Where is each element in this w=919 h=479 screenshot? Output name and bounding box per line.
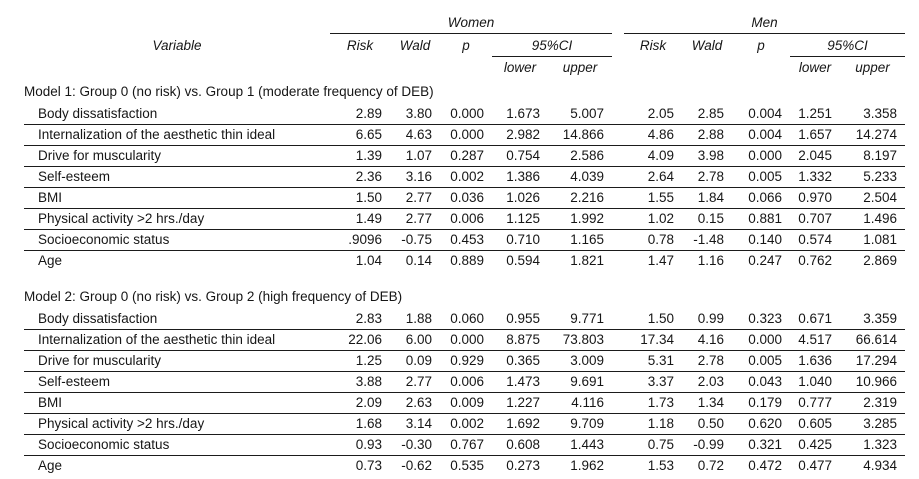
men-p-cell: 0.004 xyxy=(732,124,790,145)
women-p-cell: 0.000 xyxy=(440,329,492,350)
men-ci-lower-cell: 0.762 xyxy=(798,253,832,269)
women-risk-cell: 3.88 xyxy=(330,371,390,392)
men-wald-cell: 3.98 xyxy=(682,145,732,166)
women-ci-lower-cell: 0.608 xyxy=(492,434,548,455)
women-p-cell: 0.889 xyxy=(450,253,484,269)
variable-name-cell: Physical activity >2 hrs./day xyxy=(24,413,330,434)
men-risk-cell: 3.37 xyxy=(624,371,682,392)
men-risk-cell: 1.73 xyxy=(624,392,682,413)
women-p-cell: 0.006 xyxy=(440,371,492,392)
women-ci-lower-cell: 0.594 xyxy=(506,253,540,269)
men-p-cell: 0.000 xyxy=(732,329,790,350)
table-row xyxy=(24,166,905,187)
men-ci-upper-cell: 3.285 xyxy=(840,413,905,434)
table-row xyxy=(24,145,905,166)
variable-name-cell: Self-esteem xyxy=(24,371,330,392)
women-wald-cell: -0.62 xyxy=(401,458,432,474)
women-wald-cell: 2.77 xyxy=(390,208,440,229)
table-row xyxy=(24,229,905,250)
women-ci-upper-cell: 2.216 xyxy=(548,187,612,208)
men-p-cell: 0.247 xyxy=(748,253,782,269)
men-p-cell: 0.004 xyxy=(732,103,790,124)
men-risk-cell: 0.75 xyxy=(624,434,682,455)
women-ci-lower-cell: 1.125 xyxy=(492,208,548,229)
women-risk-cell: 2.36 xyxy=(330,166,390,187)
men-risk-cell: 1.02 xyxy=(624,208,682,229)
women-p-cell: 0.929 xyxy=(440,350,492,371)
men-ci-lower-cell: 1.332 xyxy=(790,166,840,187)
table-row xyxy=(24,208,905,229)
men-wald-cell: 0.99 xyxy=(682,308,732,329)
women-wald-cell: -0.30 xyxy=(390,434,440,455)
men-ci-lower-cell: 1.636 xyxy=(790,350,840,371)
men-p-cell: 0.005 xyxy=(732,166,790,187)
men-p-cell: 0.066 xyxy=(732,187,790,208)
men-wald-cell: -0.99 xyxy=(682,434,732,455)
men-risk-cell: 1.50 xyxy=(624,308,682,329)
men-risk-cell: 1.18 xyxy=(624,413,682,434)
men-ci-lower-cell: 0.707 xyxy=(790,208,840,229)
variable-name-cell: BMI xyxy=(24,187,330,208)
women-ci-lower-cell: 0.754 xyxy=(492,145,548,166)
men-ci-lower-cell: 0.777 xyxy=(790,392,840,413)
group-gap xyxy=(612,434,624,455)
women-ci-upper-cell: 1.443 xyxy=(548,434,612,455)
women-risk-cell: 1.25 xyxy=(330,350,390,371)
women-ci-lower-header: lower xyxy=(503,59,537,75)
group-gap xyxy=(612,145,624,166)
women-ci-lower-cell: 0.710 xyxy=(492,229,548,250)
model-1-heading xyxy=(24,77,905,103)
group-gap xyxy=(612,187,624,208)
women-p-cell: 0.287 xyxy=(440,145,492,166)
women-ci-upper-cell: 2.586 xyxy=(548,145,612,166)
men-ci-lower-cell: 1.657 xyxy=(790,124,840,145)
women-ci-upper-cell: 1.165 xyxy=(548,229,612,250)
column-header-row xyxy=(24,34,905,57)
group-gap xyxy=(612,413,624,434)
men-ci-upper-cell: 5.233 xyxy=(840,166,905,187)
table-row xyxy=(24,392,905,413)
group-gap xyxy=(612,350,624,371)
ci-subheader-row xyxy=(24,57,905,78)
table-row xyxy=(24,350,905,371)
men-ci-upper-header: upper xyxy=(855,59,890,75)
women-ci-lower-cell: 1.473 xyxy=(492,371,548,392)
table-row xyxy=(24,455,905,476)
women-ci-upper-cell: 1.992 xyxy=(548,208,612,229)
table-row xyxy=(24,308,905,329)
men-ci-upper-cell: 8.197 xyxy=(840,145,905,166)
women-wald-cell: 3.14 xyxy=(390,413,440,434)
variable-name-cell: Age xyxy=(38,253,63,269)
men-wald-cell: 0.50 xyxy=(682,413,732,434)
men-wald-cell: -1.48 xyxy=(682,229,732,250)
women-ci-upper-cell: 73.803 xyxy=(548,329,612,350)
model-2-title: Model 2: Group 0 (no risk) vs. Group 2 (high frequency of DEB) xyxy=(24,289,403,304)
men-wald-cell: 2.03 xyxy=(682,371,732,392)
men-wald-cell: 2.85 xyxy=(682,103,732,124)
women-p-cell: 0.535 xyxy=(450,458,484,474)
women-ci-upper-header: upper xyxy=(562,59,598,75)
table-row xyxy=(24,250,905,271)
men-group-header: Men xyxy=(624,6,905,34)
women-wald-cell: 2.77 xyxy=(390,187,440,208)
men-ci-lower-cell: 1.251 xyxy=(790,103,840,124)
women-risk-cell: 0.73 xyxy=(355,458,382,474)
results-table xyxy=(24,6,905,476)
women-ci-lower-cell: 8.875 xyxy=(492,329,548,350)
men-p-cell: 0.043 xyxy=(732,371,790,392)
men-ci-upper-cell: 66.614 xyxy=(840,329,905,350)
women-ci-upper-cell: 4.116 xyxy=(548,392,612,413)
men-risk-cell: 1.47 xyxy=(647,253,674,269)
women-p-cell: 0.036 xyxy=(440,187,492,208)
women-ci-lower-cell: 0.273 xyxy=(506,458,540,474)
variable-header-spacer xyxy=(24,6,330,34)
men-wald-cell: 0.72 xyxy=(697,458,724,474)
group-gap xyxy=(612,455,624,476)
women-wald-cell: 2.63 xyxy=(390,392,440,413)
group-gap xyxy=(612,392,624,413)
men-wald-cell: 2.88 xyxy=(682,124,732,145)
group-gap xyxy=(612,57,624,78)
women-ci-upper-cell: 5.007 xyxy=(548,103,612,124)
men-ci-header: 95%CI xyxy=(790,34,905,57)
women-wald-header: Wald xyxy=(399,37,431,53)
model-2-body xyxy=(24,271,905,476)
men-p-cell: 0.179 xyxy=(732,392,790,413)
women-ci-lower-cell: 1.227 xyxy=(492,392,548,413)
group-gap xyxy=(612,166,624,187)
women-risk-cell: 6.65 xyxy=(330,124,390,145)
table-row xyxy=(24,103,905,124)
men-ci-upper-cell: 3.359 xyxy=(840,308,905,329)
women-wald-cell: 0.14 xyxy=(405,253,432,269)
men-ci-upper-cell: 2.319 xyxy=(840,392,905,413)
men-risk-cell: 17.34 xyxy=(624,329,682,350)
women-p-cell: 0.002 xyxy=(440,166,492,187)
variable-name-cell: BMI xyxy=(24,392,330,413)
women-wald-cell: 2.77 xyxy=(390,371,440,392)
men-ci-lower-cell: 4.517 xyxy=(790,329,840,350)
women-ci-upper-cell: 3.009 xyxy=(548,350,612,371)
men-ci-lower-cell: 0.477 xyxy=(798,458,832,474)
group-gap xyxy=(612,308,624,329)
women-wald-cell: 3.16 xyxy=(390,166,440,187)
men-wald-cell: 1.84 xyxy=(682,187,732,208)
group-gap xyxy=(612,229,624,250)
women-risk-cell: 1.68 xyxy=(330,413,390,434)
men-ci-upper-cell: 17.294 xyxy=(840,350,905,371)
men-risk-cell: 4.86 xyxy=(624,124,682,145)
women-p-cell: 0.006 xyxy=(440,208,492,229)
variable-name-cell: Body dissatisfaction xyxy=(24,103,330,124)
table-row xyxy=(24,413,905,434)
women-ci-upper-cell: 1.821 xyxy=(570,253,604,269)
men-ci-lower-cell: 2.045 xyxy=(790,145,840,166)
group-gap xyxy=(612,208,624,229)
women-p-cell: 0.009 xyxy=(440,392,492,413)
men-risk-cell: 0.78 xyxy=(624,229,682,250)
model-1-body xyxy=(24,77,905,271)
variable-name-cell: Body dissatisfaction xyxy=(24,308,330,329)
women-ci-upper-cell: 9.691 xyxy=(548,371,612,392)
men-p-cell: 0.321 xyxy=(732,434,790,455)
variable-name-cell: Socioeconomic status xyxy=(24,229,330,250)
table-row xyxy=(24,187,905,208)
men-wald-cell: 2.78 xyxy=(682,166,732,187)
women-ci-lower-cell: 2.982 xyxy=(492,124,548,145)
men-p-cell: 0.620 xyxy=(732,413,790,434)
women-ci-header: 95%CI xyxy=(492,34,612,57)
table-row xyxy=(24,329,905,350)
women-p-header: p xyxy=(462,37,470,53)
table-row xyxy=(24,371,905,392)
women-risk-cell: 22.06 xyxy=(330,329,390,350)
women-risk-cell: .9096 xyxy=(330,229,390,250)
men-risk-cell: 4.09 xyxy=(624,145,682,166)
men-risk-cell: 1.53 xyxy=(647,458,674,474)
men-p-cell: 0.005 xyxy=(732,350,790,371)
women-ci-upper-cell: 4.039 xyxy=(548,166,612,187)
women-risk-cell: 2.09 xyxy=(330,392,390,413)
women-group-header: Women xyxy=(330,6,612,34)
women-wald-cell: 3.80 xyxy=(390,103,440,124)
men-p-header: p xyxy=(757,37,765,53)
table-row xyxy=(24,124,905,145)
men-wald-cell: 1.34 xyxy=(682,392,732,413)
women-wald-cell: 0.09 xyxy=(390,350,440,371)
women-risk-cell: 1.39 xyxy=(330,145,390,166)
group-header-row xyxy=(24,6,905,34)
women-ci-upper-cell: 9.709 xyxy=(548,413,612,434)
men-ci-lower-header: lower xyxy=(798,59,832,75)
women-risk-cell: 0.93 xyxy=(330,434,390,455)
women-ci-upper-cell: 1.962 xyxy=(570,458,604,474)
group-gap xyxy=(612,103,624,124)
women-ci-lower-cell: 0.955 xyxy=(492,308,548,329)
men-ci-upper-cell: 10.966 xyxy=(840,371,905,392)
men-ci-upper-cell: 1.323 xyxy=(840,434,905,455)
men-ci-upper-cell: 2.504 xyxy=(840,187,905,208)
men-wald-cell: 4.16 xyxy=(682,329,732,350)
variable-name-cell: Drive for muscularity xyxy=(24,145,330,166)
men-ci-upper-cell: 3.358 xyxy=(840,103,905,124)
group-gap xyxy=(612,329,624,350)
women-ci-upper-cell: 14.866 xyxy=(548,124,612,145)
table-row xyxy=(24,434,905,455)
men-wald-cell: 1.16 xyxy=(697,253,724,269)
women-ci-lower-cell: 1.026 xyxy=(492,187,548,208)
women-p-cell: 0.453 xyxy=(440,229,492,250)
men-risk-cell: 2.05 xyxy=(624,103,682,124)
variable-name-cell: Age xyxy=(38,458,63,474)
variable-name-cell: Drive for muscularity xyxy=(24,350,330,371)
men-p-cell: 0.881 xyxy=(732,208,790,229)
women-risk-cell: 1.49 xyxy=(330,208,390,229)
men-ci-upper-cell: 1.496 xyxy=(840,208,905,229)
women-ci-upper-cell: 9.771 xyxy=(548,308,612,329)
men-ci-lower-cell: 0.605 xyxy=(790,413,840,434)
variable-name-cell: Socioeconomic status xyxy=(24,434,330,455)
men-wald-cell: 0.15 xyxy=(682,208,732,229)
men-risk-header: Risk xyxy=(639,37,667,53)
women-wald-cell: -0.75 xyxy=(390,229,440,250)
men-ci-lower-cell: 0.970 xyxy=(790,187,840,208)
men-ci-lower-cell: 0.425 xyxy=(790,434,840,455)
group-gap xyxy=(612,124,624,145)
women-risk-cell: 1.04 xyxy=(355,253,382,269)
men-ci-upper-cell: 1.081 xyxy=(840,229,905,250)
women-ci-lower-cell: 0.365 xyxy=(492,350,548,371)
women-p-cell: 0.767 xyxy=(440,434,492,455)
women-p-cell: 0.000 xyxy=(440,124,492,145)
variable-column-header: Variable xyxy=(152,37,202,53)
group-gap xyxy=(612,34,624,57)
men-p-cell: 0.140 xyxy=(732,229,790,250)
men-wald-cell: 2.78 xyxy=(682,350,732,371)
men-p-cell: 0.323 xyxy=(732,308,790,329)
men-ci-lower-cell: 1.040 xyxy=(790,371,840,392)
variable-name-cell: Internalization of the aesthetic thin ideal xyxy=(24,124,330,145)
group-gap xyxy=(612,6,624,34)
men-ci-upper-cell: 4.934 xyxy=(863,458,897,474)
group-gap xyxy=(612,371,624,392)
group-gap xyxy=(612,250,624,271)
women-wald-cell: 4.63 xyxy=(390,124,440,145)
men-p-cell: 0.000 xyxy=(732,145,790,166)
women-risk-header: Risk xyxy=(346,37,374,53)
women-p-cell: 0.000 xyxy=(440,103,492,124)
men-p-cell: 0.472 xyxy=(748,458,782,474)
men-risk-cell: 5.31 xyxy=(624,350,682,371)
women-p-cell: 0.060 xyxy=(440,308,492,329)
women-risk-cell: 2.89 xyxy=(330,103,390,124)
women-wald-cell: 1.88 xyxy=(390,308,440,329)
men-ci-lower-cell: 0.574 xyxy=(790,229,840,250)
men-risk-cell: 2.64 xyxy=(624,166,682,187)
women-p-cell: 0.002 xyxy=(440,413,492,434)
men-wald-header: Wald xyxy=(691,37,723,53)
women-ci-lower-cell: 1.673 xyxy=(492,103,548,124)
variable-name-cell: Internalization of the aesthetic thin ideal xyxy=(24,329,330,350)
women-risk-cell: 1.50 xyxy=(330,187,390,208)
men-ci-upper-cell: 2.869 xyxy=(863,253,897,269)
women-wald-cell: 1.07 xyxy=(390,145,440,166)
variable-name-cell: Physical activity >2 hrs./day xyxy=(24,208,330,229)
men-risk-cell: 1.55 xyxy=(624,187,682,208)
men-ci-lower-cell: 0.671 xyxy=(790,308,840,329)
variable-name-cell: Self-esteem xyxy=(24,166,330,187)
men-ci-upper-cell: 14.274 xyxy=(840,124,905,145)
women-ci-lower-cell: 1.386 xyxy=(492,166,548,187)
women-ci-lower-cell: 1.692 xyxy=(492,413,548,434)
women-risk-cell: 2.83 xyxy=(330,308,390,329)
model-2-heading xyxy=(24,271,905,308)
model-1-title: Model 1: Group 0 (no risk) vs. Group 1 (moderate frequency of DEB) xyxy=(24,84,434,99)
women-wald-cell: 6.00 xyxy=(390,329,440,350)
